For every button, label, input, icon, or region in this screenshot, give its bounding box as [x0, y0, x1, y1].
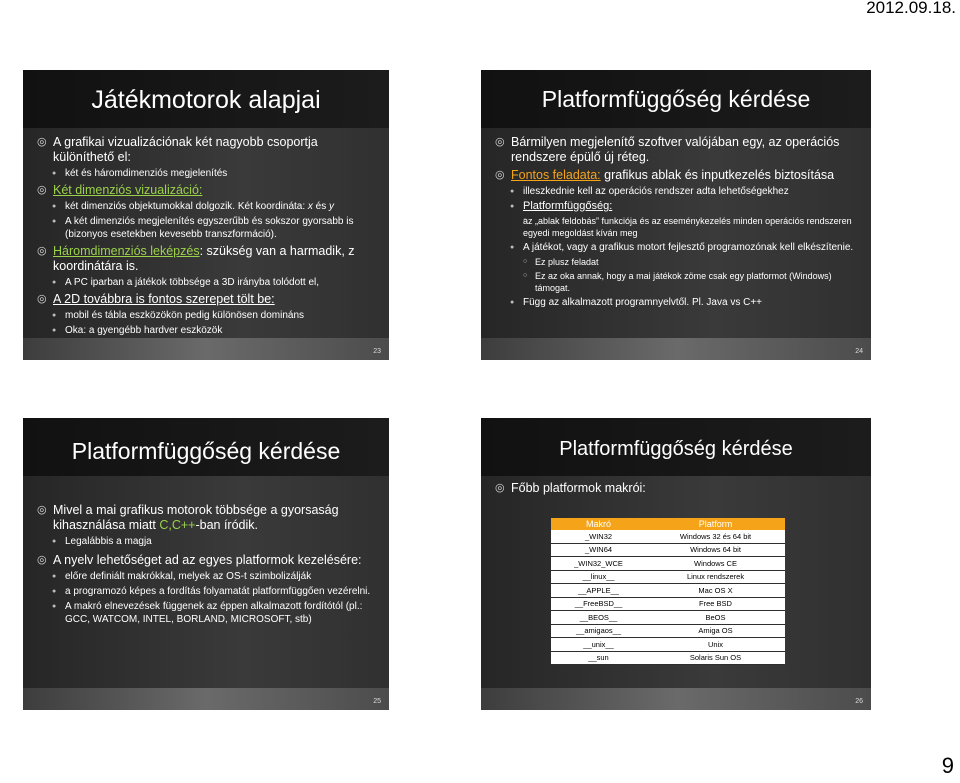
slide-number: 25: [373, 698, 381, 705]
sub-sub-bullet: ○ Ez plusz feladat: [495, 256, 859, 268]
macro-cell: __FreeBSD__: [551, 597, 646, 611]
macro-cell: __unix__: [551, 638, 646, 652]
slide-title: Játékmotorok alapjai: [91, 86, 321, 114]
platform-cell: Windows 32 és 64 bit: [646, 530, 785, 543]
bullet: ◎ Mivel a mai grafikus motorok többsége a gyorsaság kihasználása miatt C,C++-ban íródik.: [37, 503, 377, 533]
platform-cell: Solaris Sun OS: [646, 651, 785, 665]
slide-footer: [23, 338, 389, 360]
sub-bullet: ● Függ az alkalmazott programnyelvtől. Pl. Java vs C++: [495, 296, 859, 309]
bullet: ◎ A grafikai vizualizációnak két nagyobb csoportja különíthető el:: [37, 135, 377, 165]
bullet: ◎ A nyelv lehetőséget ad az egyes platformok kezelésére:: [37, 553, 377, 568]
table-row: [551, 543, 785, 557]
document-date: 2012.09.18.: [866, 0, 956, 17]
slide-footer: [23, 688, 389, 710]
bullet: ◎ Fontos feladata: grafikus ablak és inputkezelés biztosítása: [495, 168, 859, 183]
sub-bullet: ● mobil és tábla eszközökön pedig különösen domináns: [37, 309, 377, 322]
macro-cell: _WIN32_WCE: [551, 557, 646, 571]
table-row: [551, 611, 785, 625]
bullet-3d: ◎ Háromdimenziós leképzés: szükség van a harmadik, z koordinátára is.: [37, 244, 377, 274]
sub-bullet: ● két dimenziós objektumokkal dolgozik. Két koordináta: x és y: [37, 200, 377, 213]
table-body: [551, 530, 785, 665]
bullet: ◎ Főbb platformok makrói:: [495, 481, 859, 496]
platform-cell: Mac OS X: [646, 584, 785, 598]
macro-cell: __sun: [551, 651, 646, 665]
table-row: [551, 530, 785, 543]
macro-cell: __BEOS__: [551, 611, 646, 625]
slide-platformfuggoseg-3: [481, 418, 871, 710]
column-header-platform: Platform: [646, 518, 785, 530]
macro-cell: _WIN64: [551, 543, 646, 557]
macro-cell: __amigaos__: [551, 624, 646, 638]
sub-bullet: ● A játékot, vagy a grafikus motort fejlesztő programozónak kell elkészítenie.: [495, 241, 859, 254]
slide-title: Platformfüggőség kérdése: [541, 86, 811, 112]
slide-jatekmotorok-alapjai: [23, 70, 389, 360]
platform-cell: Free BSD: [646, 597, 785, 611]
slide-body: [495, 132, 859, 309]
sub-sub-bullet: ○ az „ablak feldobás” funkciója és az eseménykezelés minden operációs rendszeren egyedi megoldást kíván meg: [495, 215, 859, 239]
sub-bullet: ● illeszkednie kell az operációs rendszer adta lehetőségekhez: [495, 185, 859, 198]
macro-cell: _WIN32: [551, 530, 646, 543]
sub-bullet: ● Legalábbis a magja: [37, 535, 377, 548]
sub-bullet: ● A két dimenziós megjelenítés egyszerűbb és sokszor gyorsabb is (bizonyos esetekben kevesebb transzformáció).: [37, 215, 377, 241]
platform-cell: Windows CE: [646, 557, 785, 571]
platform-cell: Linux rendszerek: [646, 570, 785, 584]
sub-bullet: ● Oka: a gyengébb hardver eszközök: [37, 324, 377, 337]
sub-bullet: ● Platformfüggőség:: [495, 200, 859, 213]
slide-number: 26: [855, 698, 863, 705]
sub-bullet: ● A makró elnevezések függenek az éppen alkalmazott fordítótól (pl.: GCC, WATCOM, INTEL, BORLAND, MICROSOFT, stb): [37, 600, 377, 626]
platform-cell: Windows 64 bit: [646, 543, 785, 557]
link-text[interactable]: Két dimenziós vizualizáció:: [53, 183, 203, 197]
slide-body: [37, 132, 377, 337]
bullet: ◎ Bármilyen megjelenítő szoftver valójában egy, az operációs rendszere épülő új réteg.: [495, 135, 859, 165]
slide-body: [495, 478, 859, 496]
bullet: ◎ A 2D továbbra is fontos szerepet tölt be:: [37, 292, 377, 307]
slide-platformfuggoseg-2: [23, 418, 389, 710]
column-header-makro: Makró: [551, 518, 646, 530]
sub-bullet: ● előre definiált makrókkal, melyek az OS-t szimbolizálják: [37, 570, 377, 583]
slide-number: 24: [855, 348, 863, 355]
platform-cell: BeOS: [646, 611, 785, 625]
macro-cell: __APPLE__: [551, 584, 646, 598]
platform-cell: Unix: [646, 638, 785, 652]
table-row: [551, 624, 785, 638]
table-row: [551, 584, 785, 598]
sub-bullet: ● a programozó képes a fordítás folyamatát platformfüggően vezérelni.: [37, 585, 377, 598]
table-row: [551, 651, 785, 665]
table-row: [551, 597, 785, 611]
slide-footer: [481, 688, 871, 710]
link-text[interactable]: Háromdimenziós leképzés: [53, 244, 200, 258]
slide-body: [37, 500, 377, 626]
table-row: [551, 557, 785, 571]
sub-bullet: ● A PC iparban a játékok többsége a 3D irányba tolódott el,: [37, 276, 377, 289]
table-row: [551, 570, 785, 584]
platform-cell: Amiga OS: [646, 624, 785, 638]
sub-bullet: ● két és háromdimenziós megjelenítés: [37, 167, 377, 180]
platform-macro-table: [551, 518, 785, 665]
slide-number: 23: [373, 348, 381, 355]
slide-title: Platformfüggőség kérdése: [71, 438, 341, 464]
table-row: [551, 638, 785, 652]
slide-platformfuggoseg-1: [481, 70, 871, 360]
slide-footer: [481, 338, 871, 360]
table-header-row: [551, 518, 785, 530]
bullet-heading-2d: [37, 183, 377, 198]
slide-title: Platformfüggőség kérdése: [559, 438, 793, 460]
page-number: 9: [941, 753, 954, 778]
sub-sub-bullet: ○ Ez az oka annak, hogy a mai játékok zöme csak egy platformot (Windows) támogat.: [495, 270, 859, 294]
macro-cell: __linux__: [551, 570, 646, 584]
